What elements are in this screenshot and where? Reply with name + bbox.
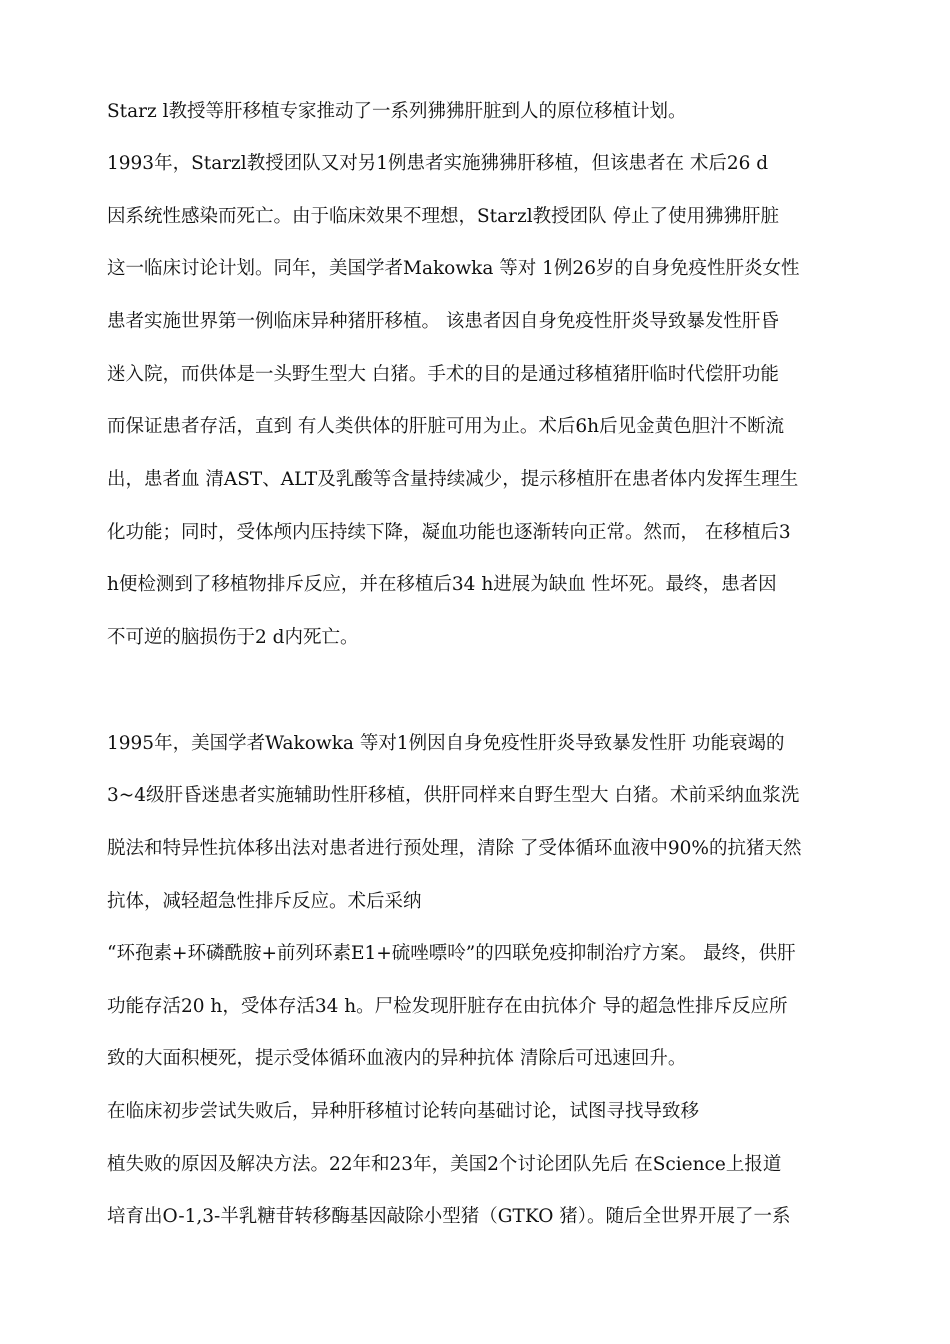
text-line: 1993年，Starzl教授团队又对另1例患者实施狒狒肝移植，但该患者在 术后26 d <box>107 153 769 174</box>
text-line: 功能存活20 h，受体存活34 h。尸检发现肝脏存在由抗体介 导的超急性排斥反应所 <box>107 996 788 1017</box>
text-line: 在临床初步尝试失败后，异种肝移植讨论转向基础讨论，试图寻找导致移 <box>107 1101 700 1122</box>
text-line: 不可逆的脑损伤于2 d内死亡。 <box>107 627 359 648</box>
text-line: 抗体，减轻超急性排斥反应。术后采纳 <box>107 891 422 912</box>
text-line: Starz l教授等肝移植专家推动了一系列狒狒肝脏到人的原位移植计划。 <box>107 101 687 122</box>
text-line: “环孢素+环磷酰胺+前列环素E1+硫唑嘌呤”的四联免疫抑制治疗方案。 最终，供肝 <box>107 943 796 964</box>
text-line: 培育出O-1,3-半乳糖苷转移酶基因敲除小型猪（GTKO 猪）。随后全世界开展了一系 <box>107 1206 791 1227</box>
text-line: 化功能；同时，受体颅内压持续下降，凝血功能也逐渐转向正常。然而， 在移植后3 <box>107 522 791 543</box>
text-line: 3~4级肝昏迷患者实施辅助性肝移植，供肝同样来自野生型大 白猪。术前采纳血浆洗 <box>107 785 800 806</box>
text-line: 而保证患者存活，直到 有人类供体的肝脏可用为止。术后6h后见金黄色胆汁不断流 <box>107 416 785 437</box>
text-line: h便检测到了移植物排斥反应，并在移植后34 h进展为缺血 性坏死。最终，患者因 <box>107 574 777 595</box>
text-line: 出，患者血 清AST、ALT及乳酸等含量持续减少，提示移植肝在患者体内发挥生理生 <box>107 469 799 490</box>
text-line: 1995年，美国学者Wakowka 等对1例因自身免疫性肝炎导致暴发性肝 功能衰竭的 <box>107 733 785 754</box>
text-line: 脱法和特异性抗体移出法对患者进行预处理，清除 了受体循环血液中90%的抗猪天然 <box>107 838 802 859</box>
text-line: 患者实施世界第一例临床异种猪肝移植。 该患者因自身免疫性肝炎导致暴发性肝昏 <box>107 311 779 332</box>
text-line: 迷入院，而供体是一头野生型大 白猪。手术的目的是通过移植猪肝临时代偿肝功能 <box>107 364 779 385</box>
text-line: 植失败的原因及解决方法。22年和23年，美国2个讨论团队先后 在Science上报道 <box>107 1154 782 1175</box>
text-line: 这一临床讨论计划。同年，美国学者Makowka 等对 1例26岁的自身免疫性肝炎女性 <box>107 258 800 279</box>
text-line: 致的大面积梗死，提示受体循环血液内的异种抗体 清除后可迅速回升。 <box>107 1048 687 1069</box>
text-line: 因系统性感染而死亡。由于临床效果不理想，Starzl教授团队 停止了使用狒狒肝脏 <box>107 206 780 227</box>
